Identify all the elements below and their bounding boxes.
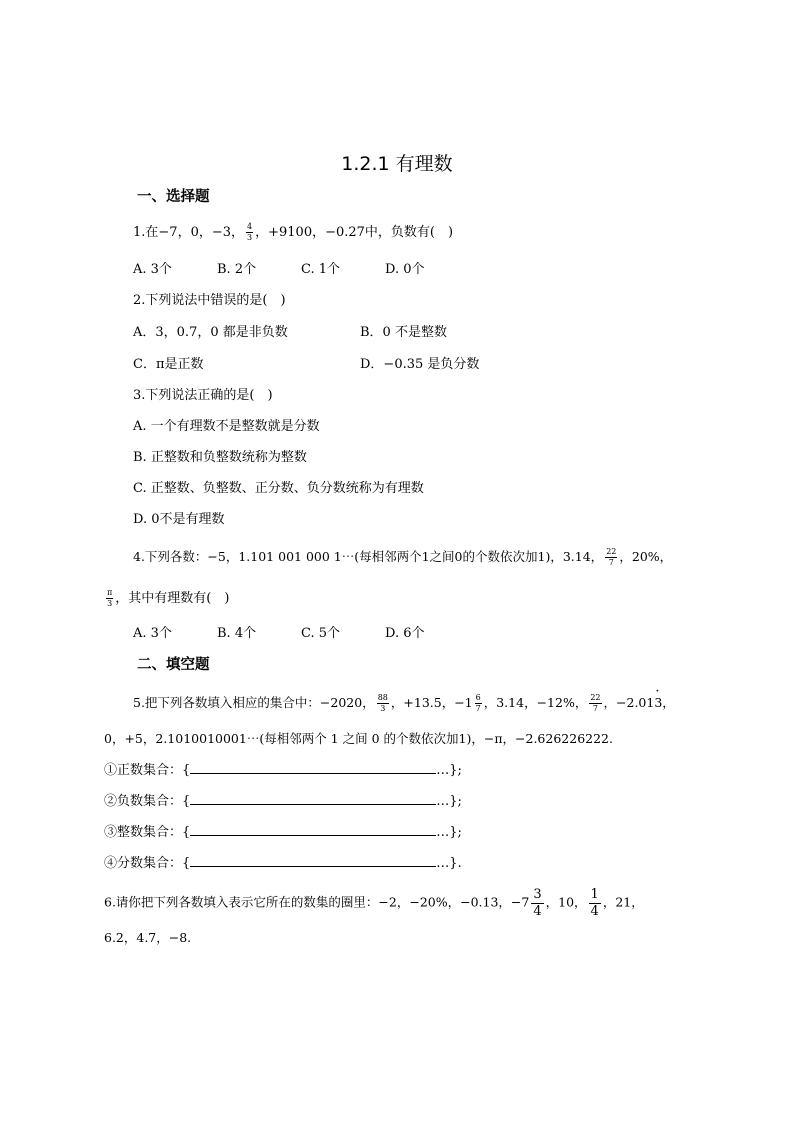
section-heading-fill: 二、填空题: [137, 657, 210, 673]
question-4-line-2: [104, 589, 229, 608]
q4-option-a: A. 3个: [133, 626, 172, 641]
negative-set-label: ②负数集合：{: [104, 794, 191, 809]
question-3: 3.下列说法正确的是( ): [133, 388, 273, 403]
q2-option-d: D．−0.35 是负分数: [360, 357, 480, 372]
positive-set-label: ①正数集合：{: [104, 763, 191, 778]
q1-option-a: A. 3个: [133, 262, 172, 277]
q6-mid: ，10，: [545, 894, 587, 910]
fraction-88-3: $\frac{88}{3}$: [377, 693, 388, 713]
question-6-line-2: 6.2，4.7，−8.: [104, 930, 192, 945]
repeating-digit: 3 ·: [654, 694, 662, 712]
q1-suffix: ，+9100，−0.27中，负数有( ): [255, 225, 454, 240]
fraction-1-4: $\frac{1}{4}$: [590, 887, 599, 919]
fraction-22-7-b: $\frac{22}{7}$: [590, 693, 601, 713]
q5-prefix: 5.把下列各数填入相应的集合中：−2020，: [133, 695, 375, 710]
fraction-pi-3: $\frac{\pi}{3}$: [107, 588, 113, 608]
fraction-set-row: [104, 855, 462, 873]
q4-option-d: D. 6个: [385, 626, 425, 641]
q2-option-a: A．3，0.7，0 都是非负数: [133, 325, 288, 340]
fraction-four-thirds: $\frac{4}{3}$: [247, 222, 253, 242]
question-1: [133, 223, 453, 242]
q2-option-c: C．π是正数: [133, 357, 204, 372]
question-2: 2.下列说法中错误的是( ): [133, 293, 286, 308]
question-4-line-1: [133, 548, 672, 567]
question-5-line-2: 0，+5，2.1010010001⋯(每相邻两个 1 之间 0 的个数依次加1)，−π，−2.626226222.: [104, 731, 613, 746]
positive-set-end: …};: [436, 763, 462, 778]
positive-set-row: [104, 762, 462, 780]
q1-option-d: D. 0个: [385, 262, 425, 277]
q3-option-b: B. 正整数和负整数统称为整数: [133, 450, 307, 465]
integer-set-row: [104, 824, 462, 842]
question-5-line-1: [133, 694, 675, 713]
fraction-set-label: ④分数集合：{: [104, 856, 191, 871]
integer-set-blank[interactable]: [190, 824, 436, 836]
fraction-6-7: $\frac{6}{7}$: [475, 693, 481, 713]
negative-set-blank[interactable]: [190, 793, 436, 805]
q2-option-b: B．0 不是整数: [360, 325, 447, 340]
negative-set-end: …};: [436, 794, 462, 809]
negative-set-row: [104, 793, 462, 811]
q5-mid-3: ，−2.01: [603, 695, 655, 710]
q5-mid-1: ，+13.5，−1: [390, 695, 473, 710]
fraction-set-blank[interactable]: [190, 855, 436, 867]
q5-end-1: ，: [662, 695, 675, 710]
q4-option-c: C. 5个: [301, 626, 341, 641]
q4-option-b: B. 4个: [217, 626, 257, 641]
page-title: 1.2.1 有理数: [341, 153, 453, 175]
q4-prefix: 4.下列各数：−5，1.101 001 000 1⋯(每相邻两个1之间0的个数依次加1)，3.14，: [133, 549, 604, 564]
integer-set-end: …};: [436, 825, 462, 840]
q3-option-a: A. 一个有理数不是整数就是分数: [133, 419, 320, 434]
q3-option-d: D. 0不是有理数: [133, 512, 225, 527]
q3-option-c: C. 正整数、负整数、正分数、负分数统称为有理数: [133, 481, 424, 496]
q6-end: ，21，: [602, 894, 644, 910]
q4-line1-suffix: ，20%，: [619, 549, 673, 564]
fraction-set-end: …}.: [436, 856, 462, 871]
fraction-22-7: $\frac{22}{7}$: [606, 547, 617, 567]
q1-option-c: C. 1个: [301, 262, 341, 277]
fraction-3-4: $\frac{3}{4}$: [533, 887, 542, 919]
positive-set-blank[interactable]: [190, 762, 436, 774]
question-6-line-1: [104, 888, 644, 918]
q1-option-b: B. 2个: [217, 262, 257, 277]
integer-set-label: ③整数集合：{: [104, 825, 191, 840]
q5-mid-2: ，3.14，−12%，: [483, 695, 588, 710]
section-heading-choice: 一、选择题: [137, 189, 210, 205]
q6-prefix: 6.请你把下列各数填入表示它所在的数集的圈里：−2，−20%，−0.13，−7: [104, 894, 530, 910]
q4-line2-suffix: ，其中有理数有( ): [115, 591, 230, 606]
q1-prefix: 1.在−7，0，−3，: [133, 225, 245, 240]
